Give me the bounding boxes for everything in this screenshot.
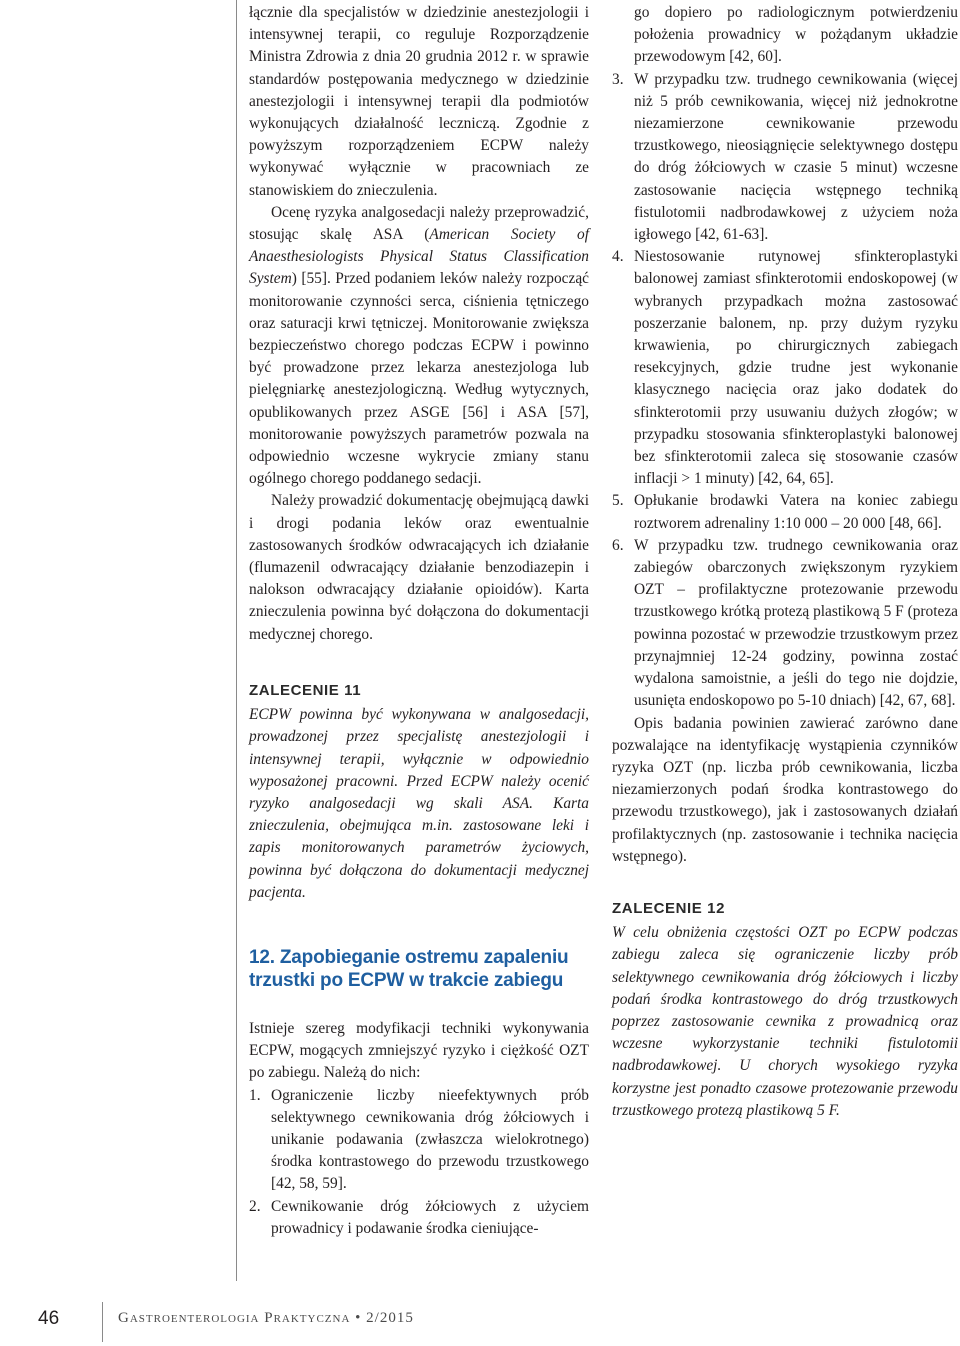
recommendation-11-heading: ZALECENIE 11	[249, 681, 362, 699]
section-intro: Istnieje szereg modyfikacji techniki wykonywania ECPW, mogących zmniejszyć ryzyko i ciężkość OZT po zabiegu. Należą do nich:	[249, 1019, 589, 1082]
prevention-list-left	[249, 1085, 589, 1240]
list-continuation: go dopiero po radiologicznym potwierdzeniu położenia prowadnicy w pożądanym układzie przewodowym [42, 60].	[634, 4, 958, 66]
list-item: 4. Niestosowanie rutynowej sfinkteroplastyki balonowej zamiast sfinkterotomii endoskopowej (w wybranych przypadkach można zastosować poszerzanie balonem, np. przy dużym ryzyku krwawienia, po chirurgicznych zabiegach resekcyjnych, gdzie trudne jest wykonanie klasycznego nacięcia oraz jako dodatek do sfinkterotomii przy usuwaniu dużych złogów; w przypadku stosowania sfinkteroplastyki balonowej bez sfinkterotomii zaleca się stosowanie czasów inflacji > 1 minuty) [42, 64, 65].	[612, 248, 958, 488]
recommendation-12-text: W celu obniżenia częstości OZT po ECPW podczas zabiegu zaleca się ograniczenie liczby prób selektywnego cewnikowania dróg żółciowych i liczby podań środka kontrastowego do dróg trzustkowych poprzez zastosowanie cewnika z prowadnicą oraz wczesne wykorzystanie techniki fistulotomii nadbrodawkowej. U chorych wysokiego ryzyka korzystne jest ponadto czasowe protezowanie przewodu trzustkowego protezą plastikową 5 F.	[612, 924, 958, 1119]
left-column	[249, 2, 589, 1240]
list-item: 3. W przypadku tzw. trudnego cewnikowania (więcej niż 5 prób cewnikowania, więcej niż jednokrotne niezamierzone cewnikowanie przewodu trzustkowego, nieosiągnięcie selektywnego dostępu do dróg żółciowych w czasie 5 minut) wczesne zastosowanie nacięcia wstępnego techniką fistulotomii nadbrodawkowej z użyciem noża igłowego [42, 61-63].	[612, 70, 958, 244]
paragraph-asa: Ocenę ryzyka analgosedacji należy przeprowadzić, stosując skalę ASA (American Society of Anaesthesiologists Physical Status Classification System) [55]. Przed podaniem leków należy rozpocząć monitorowanie czynności serca, ciśnienia tętniczego oraz saturacji krwi tętniczej. Monitorowanie zwiększa bezpieczeństwo chorego podczas ECPW i powinno być prowadzone przez lekarza anestezjologa lub pielęgniarkę anestezjologiczną. Według wytycznych, opublikowanych przez ASGE [56] i ASA [57], monitorowanie powyższych parametrów pozwala na odpowiednio wczesne wykrycie zmiany stanu ogólnego chorego poddanego sedacji.	[249, 203, 589, 488]
list-item: 6. W przypadku tzw. trudnego cewnikowania oraz zabiegów obarczonych zwiększonym ryzykiem OZT – profilaktyczne protezowanie przewodu trzustkowego krótką protezą plastikową 5 F (proteza powinna pozostać w przewodzie trzustkowym przez przynajmniej 12-24 godziny, powinna zostać wydalona samoistnie, a jeśli do tego nie dojdzie, usunięta endoskopowo po 5-10 dniach) [42, 67, 68].	[612, 536, 958, 710]
journal-name: Gastroenterologia Praktyczna • 2/2015	[118, 1310, 414, 1326]
page-number: 46	[38, 1308, 60, 1329]
page-footer	[0, 1302, 420, 1342]
list-item: 2. Cewnikowanie dróg żółciowych z użyciem prowadnicy i podawanie środka cieniujące-	[249, 1197, 589, 1237]
section-heading: 12. Zapobieganie ostremu zapaleniu trzustki po ECPW w trakcie zabiegu	[249, 946, 569, 991]
paragraph-documentation: Należy prowadzić dokumentację obejmującą dawki i drogi podania leków oraz ewentualnie zastosowanych środków odwracających ich działanie (flumazenil odwracający działanie benzodiazepin i nalokson odwracający działanie opioidów). Karta znieczulenia powinna być dołączona do dokumentacji medycznej chorego.	[249, 492, 589, 643]
prevention-list-right	[612, 69, 958, 713]
paragraph-report: Opis badania powinien zawierać zarówno dane pozwalające na identyfikację wystąpienia czynników ryzyka OZT (np. liczba prób cewnikowania, liczba niezamierzonych podań środka kontrastowego do przewodu trzustkowego), jak i zastosowanych działań profilaktycznych (np. zastosowanie i technika nacięcia wstępnego).	[612, 714, 958, 865]
footer-divider	[102, 1302, 103, 1342]
list-item: 1. Ograniczenie liczby nieefektywnych prób selektywnego cewnikowania dróg żółciowych i unikanie podawania (zwłaszcza wielokrotnego) środka kontrastowego do przewodu trzustkowego [42, 58, 59].	[249, 1086, 589, 1193]
right-column	[612, 2, 958, 1122]
recommendation-12-heading: ZALECENIE 12	[612, 899, 726, 917]
column-rule	[236, 0, 237, 1281]
list-item: 5. Opłukanie brodawki Vatera na koniec zabiegu roztworem adrenaliny 1:10 000 – 20 000 [48, 66].	[612, 492, 958, 532]
paragraph: łącznie dla specjalistów w dziedzinie anestezjologii i intensywnej terapii, co reguluje Rozporządzenie Ministra Zdrowia z dnia 20 grudnia 2012 r. w sprawie standardów postępowania medycznego w dziedzinie anestezjologii i intensywnej terapii dla podmiotów wykonujących działalność leczniczą. Zgodnie z powyższym rozporządzeniem ECPW należy wykonywać wyłącznie w pracowniach ze stanowiskiem do znieczulenia.	[249, 4, 589, 199]
recommendation-11-text: ECPW powinna być wykonywana w analgosedacji, prowadzonej przez specjalistę anestezjologii i intensywnej terapii, wyłącznie w odpowiednio wyposażonej pracowni. Przed ECPW należy ocenić ryzyko analgosedacji wg skali ASA. Karta znieczulenia, obejmująca m.in. zastosowane leki i zapis monitorowanych parametrów życiowych, powinna być dołączona do dokumentacji medycznej pacjenta.	[249, 706, 589, 901]
